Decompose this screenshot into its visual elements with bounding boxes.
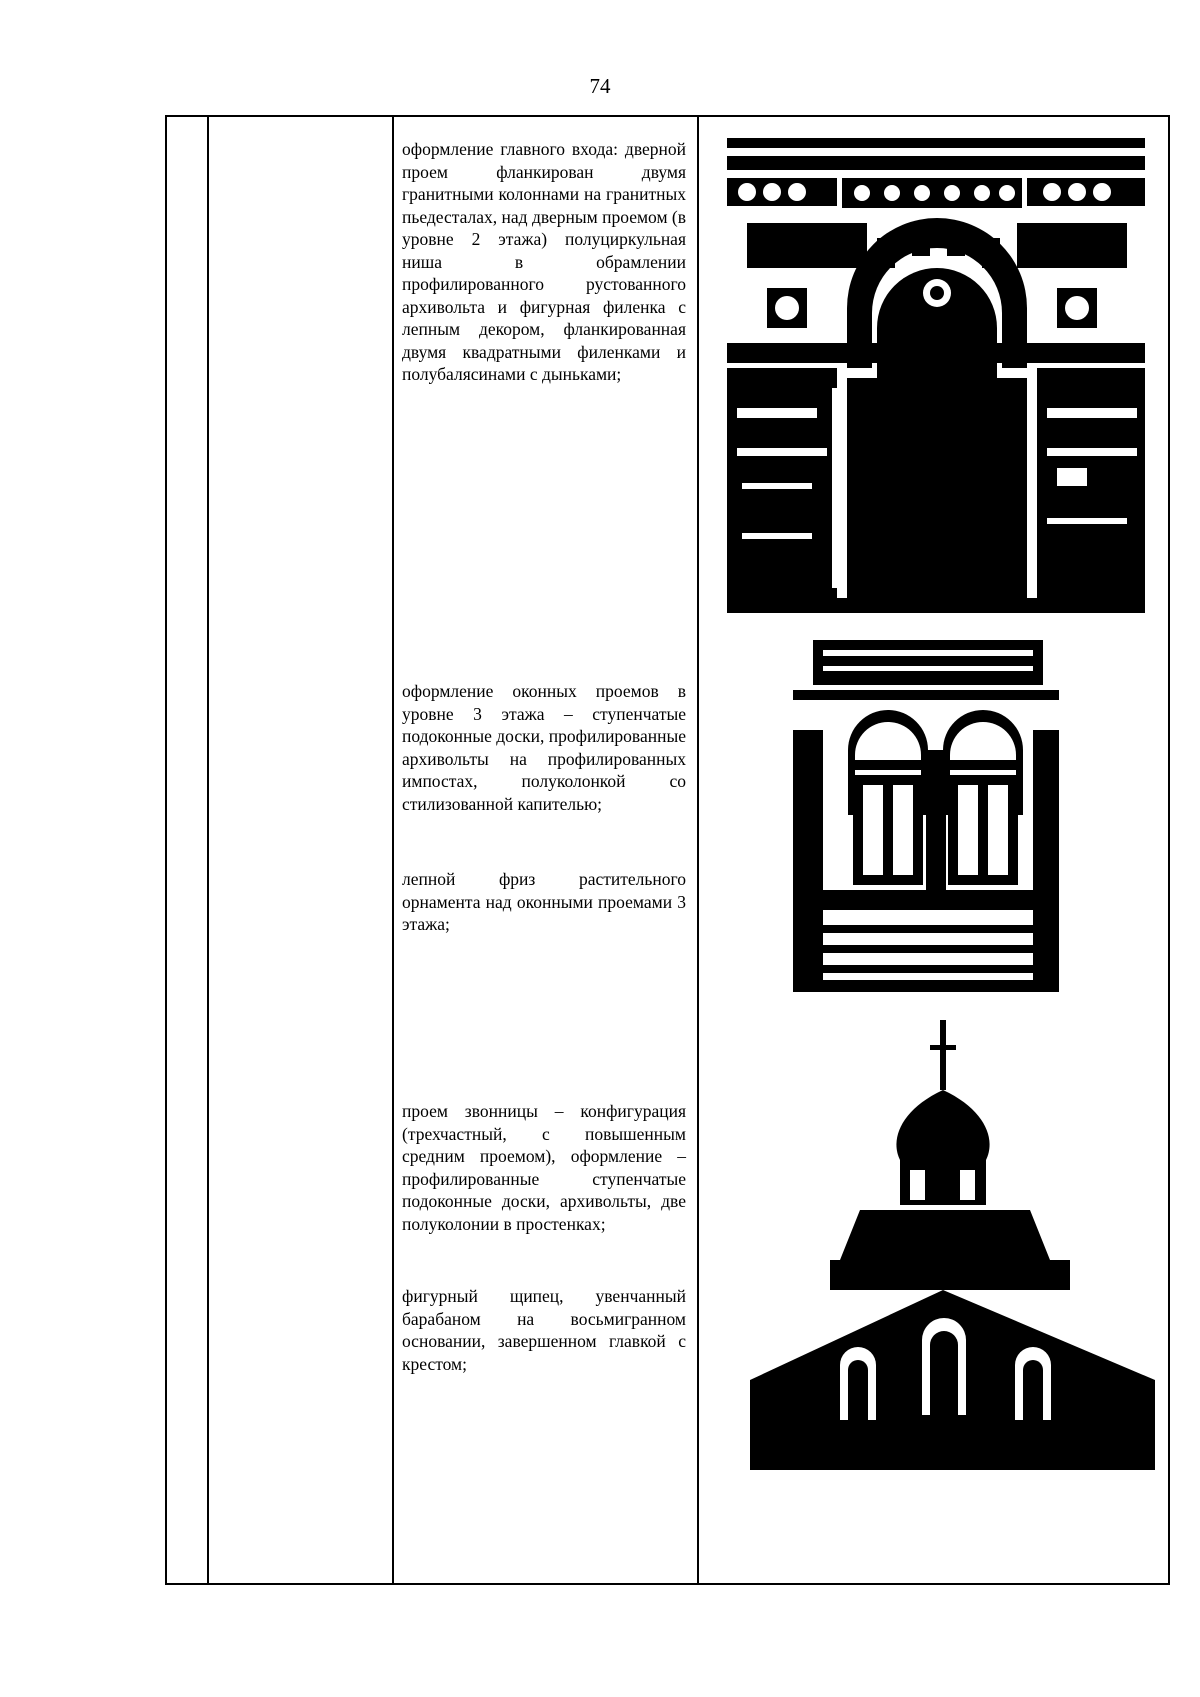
windows-text: оформление оконных проемов в уровне 3 этажа – ступенчатые подоконные доски, профилированные архивольты на профилированных импостах, полуколонкой со стилизованной капителью;: [402, 681, 686, 814]
column-divider: [207, 117, 209, 1583]
windows-description: [402, 680, 686, 815]
belfry-description: [402, 1100, 686, 1235]
frieze-text: лепной фриз растительного орнамента над оконными проемами 3 этажа;: [402, 869, 686, 934]
belfry-gable-photo: [750, 1020, 1155, 1470]
column-divider: [392, 117, 394, 1583]
entrance-description: [402, 138, 686, 386]
column-divider: [697, 117, 699, 1583]
gable-description: [402, 1285, 686, 1375]
entrance-text: оформление главного входа: дверной проем фланкирован двумя гранитными колоннами на гранитных пьедесталах, над дверным проемом (в уровне 2 этажа) полуциркульная ниша в обрамлении профилированного рустованного архивольта и фигурная филенка с лепным декором, фланкированная двумя квадратными филенками и полубалясинами с дыньками;: [402, 139, 686, 384]
third-floor-windows-photo: [793, 640, 1059, 992]
main-entrance-photo: [727, 138, 1145, 613]
gable-text: фигурный щипец, увенчанный барабаном на восьмигранном основании, завершенном главкой с крестом;: [402, 1286, 686, 1374]
page-number: 74: [589, 74, 611, 98]
belfry-text: проем звонницы – конфигурация (трехчастный, с повышенным средним проемом), оформление – профилированные ступенчатые подоконные доски, архивольты, две полуколонии в простенках;: [402, 1101, 686, 1234]
frieze-description: [402, 868, 686, 936]
